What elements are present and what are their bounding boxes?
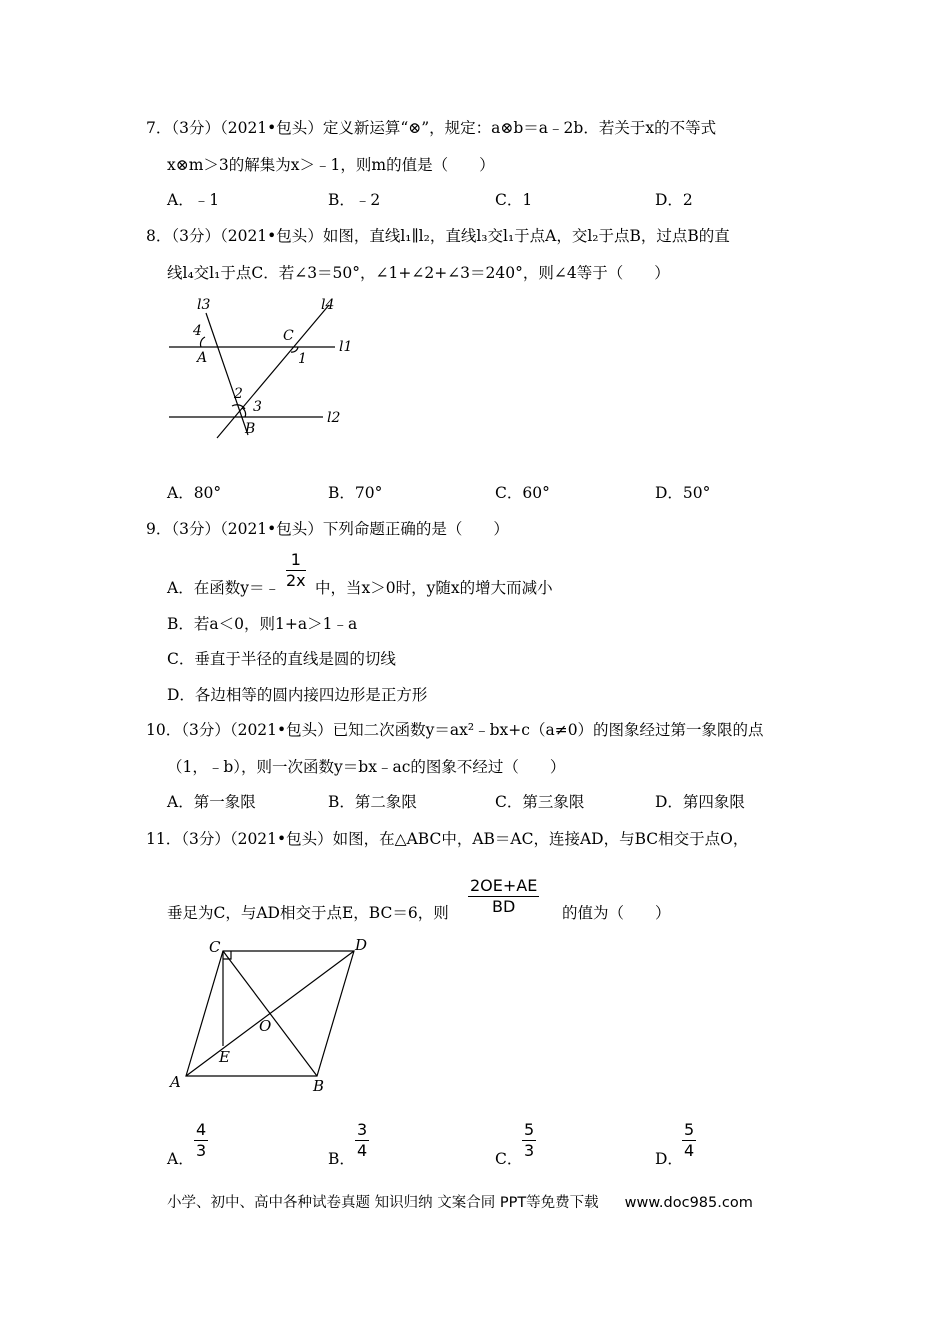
q8-option-a: A．80°: [167, 484, 222, 502]
q11-option-d-letter: D．: [655, 1150, 683, 1168]
label-angle-1: 1: [298, 351, 307, 367]
fraction-numerator: 5: [684, 1120, 695, 1139]
q11-option-a-letter: A．: [167, 1150, 194, 1168]
q10-option-d: D．第四象限: [655, 793, 745, 811]
q11-option-c-letter: C．: [495, 1150, 523, 1168]
label-b: B: [245, 421, 256, 437]
q10-option-c: C．第三象限: [495, 793, 585, 811]
label-angle-3: 3: [253, 399, 262, 415]
q10-option-b: B．第二象限: [328, 793, 417, 811]
q7-option-d: D．2: [655, 191, 693, 209]
label-d: D: [355, 936, 368, 954]
fraction-denominator: 3: [196, 1141, 207, 1160]
fraction-numerator: 2OE+AE: [470, 876, 538, 895]
q9-option-d: D．各边相等的圆内接四边形是正方形: [167, 686, 428, 704]
fraction-numerator: 5: [524, 1120, 535, 1139]
angle-3-arc: [242, 408, 246, 417]
label-e: E: [219, 1048, 230, 1066]
q8-figure: [165, 295, 365, 440]
q9-option-a-pre: A．在函数y＝﹣: [167, 579, 280, 597]
q11-stem-line2-post: 的值为（ ）: [562, 904, 671, 922]
page-footer: [167, 1191, 753, 1212]
q7-option-a: A．﹣1: [167, 191, 220, 209]
q11-option-a-fraction: [194, 1120, 208, 1161]
fraction-denominator: 2x: [286, 571, 306, 590]
q11-stem-line2-pre: 垂足为C，与AD相交于点E，BC＝6，则: [167, 904, 449, 922]
label-angle-4: 4: [193, 323, 202, 339]
fraction-denominator: 4: [684, 1141, 695, 1160]
q11-fraction: [468, 876, 539, 917]
fraction-numerator: 3: [357, 1120, 368, 1139]
q11-option-b-letter: B．: [328, 1150, 355, 1168]
fraction-denominator: 4: [357, 1141, 368, 1160]
footer-url-link[interactable]: www.doc985.com: [624, 1195, 753, 1211]
q8-option-b: B．70°: [328, 484, 383, 502]
label-a: A: [197, 350, 208, 366]
label-a: A: [170, 1073, 181, 1091]
q10-option-a: A．第一象限: [167, 793, 256, 811]
label-l3: l3: [197, 297, 211, 313]
label-l4: l4: [321, 297, 335, 313]
q7-option-c: C．1: [495, 191, 533, 209]
label-o: O: [259, 1017, 272, 1035]
q7-stem-line2: x⊗m＞3的解集为x＞﹣1，则m的值是（ ）: [167, 156, 495, 174]
q9-stem: 9．（3分）（2021•包头）下列命题正确的是（ ）: [146, 520, 509, 538]
label-angle-2: 2: [234, 386, 243, 402]
fraction-numerator: 1: [286, 550, 306, 571]
fraction-denominator: 3: [524, 1141, 535, 1160]
fraction-denominator: BD: [492, 897, 516, 916]
diagonal-ad: [186, 951, 354, 1076]
fraction-numerator: 4: [196, 1120, 207, 1139]
q9-option-a-post: 中，当x＞0时，y随x的增大而减小: [315, 579, 553, 597]
q9-option-c: C．垂直于半径的直线是圆的切线: [167, 650, 396, 668]
q8-option-d: D．50°: [655, 484, 711, 502]
q10-stem-line1: 10．（3分）（2021•包头）已知二次函数y＝ax²﹣bx+c（a≠0）的图象经过第一象限的点: [146, 721, 764, 739]
line-l4: [217, 305, 329, 438]
q11-figure: [165, 935, 375, 1095]
label-l2: l2: [327, 410, 341, 426]
q11-option-d-fraction: [682, 1120, 696, 1161]
q9-option-b: B．若a＜0，则1+a＞1﹣a: [167, 615, 358, 633]
label-c: C: [209, 938, 221, 956]
q11-option-b-fraction: [355, 1120, 369, 1161]
q10-stem-line2: （1，﹣b），则一次函数y＝bx﹣ac的图象不经过（ ）: [167, 758, 566, 776]
q8-stem-line2: 线l₄交l₁于点C．若∠3＝50°，∠1+∠2+∠3＝240°，则∠4等于（ ）: [167, 264, 670, 282]
label-c: C: [283, 328, 294, 344]
q7-option-b: B．﹣2: [328, 191, 381, 209]
label-l1: l1: [339, 339, 353, 355]
q9-option-a-fraction: [286, 550, 306, 591]
q7-stem-line1: 7．（3分）（2021•包头）定义新运算“⊗”，规定：a⊗b＝a﹣2b．若关于x的不等式: [146, 119, 717, 137]
q11-stem-line1: 11．（3分）（2021•包头）如图，在△ABC中，AB＝AC，连接AD，与BC相交于点O，: [146, 830, 749, 848]
label-b: B: [313, 1077, 325, 1095]
q8-stem-line1: 8．（3分）（2021•包头）如图，直线l₁∥l₂，直线l₃交l₁于点A，交l₂于点B，过点B的直: [146, 227, 730, 245]
q8-option-c: C．60°: [495, 484, 550, 502]
q11-option-c-fraction: [522, 1120, 536, 1161]
footer-text: 小学、初中、高中各种试卷真题 知识归纳 文案合同 PPT等免费下载: [167, 1195, 599, 1211]
